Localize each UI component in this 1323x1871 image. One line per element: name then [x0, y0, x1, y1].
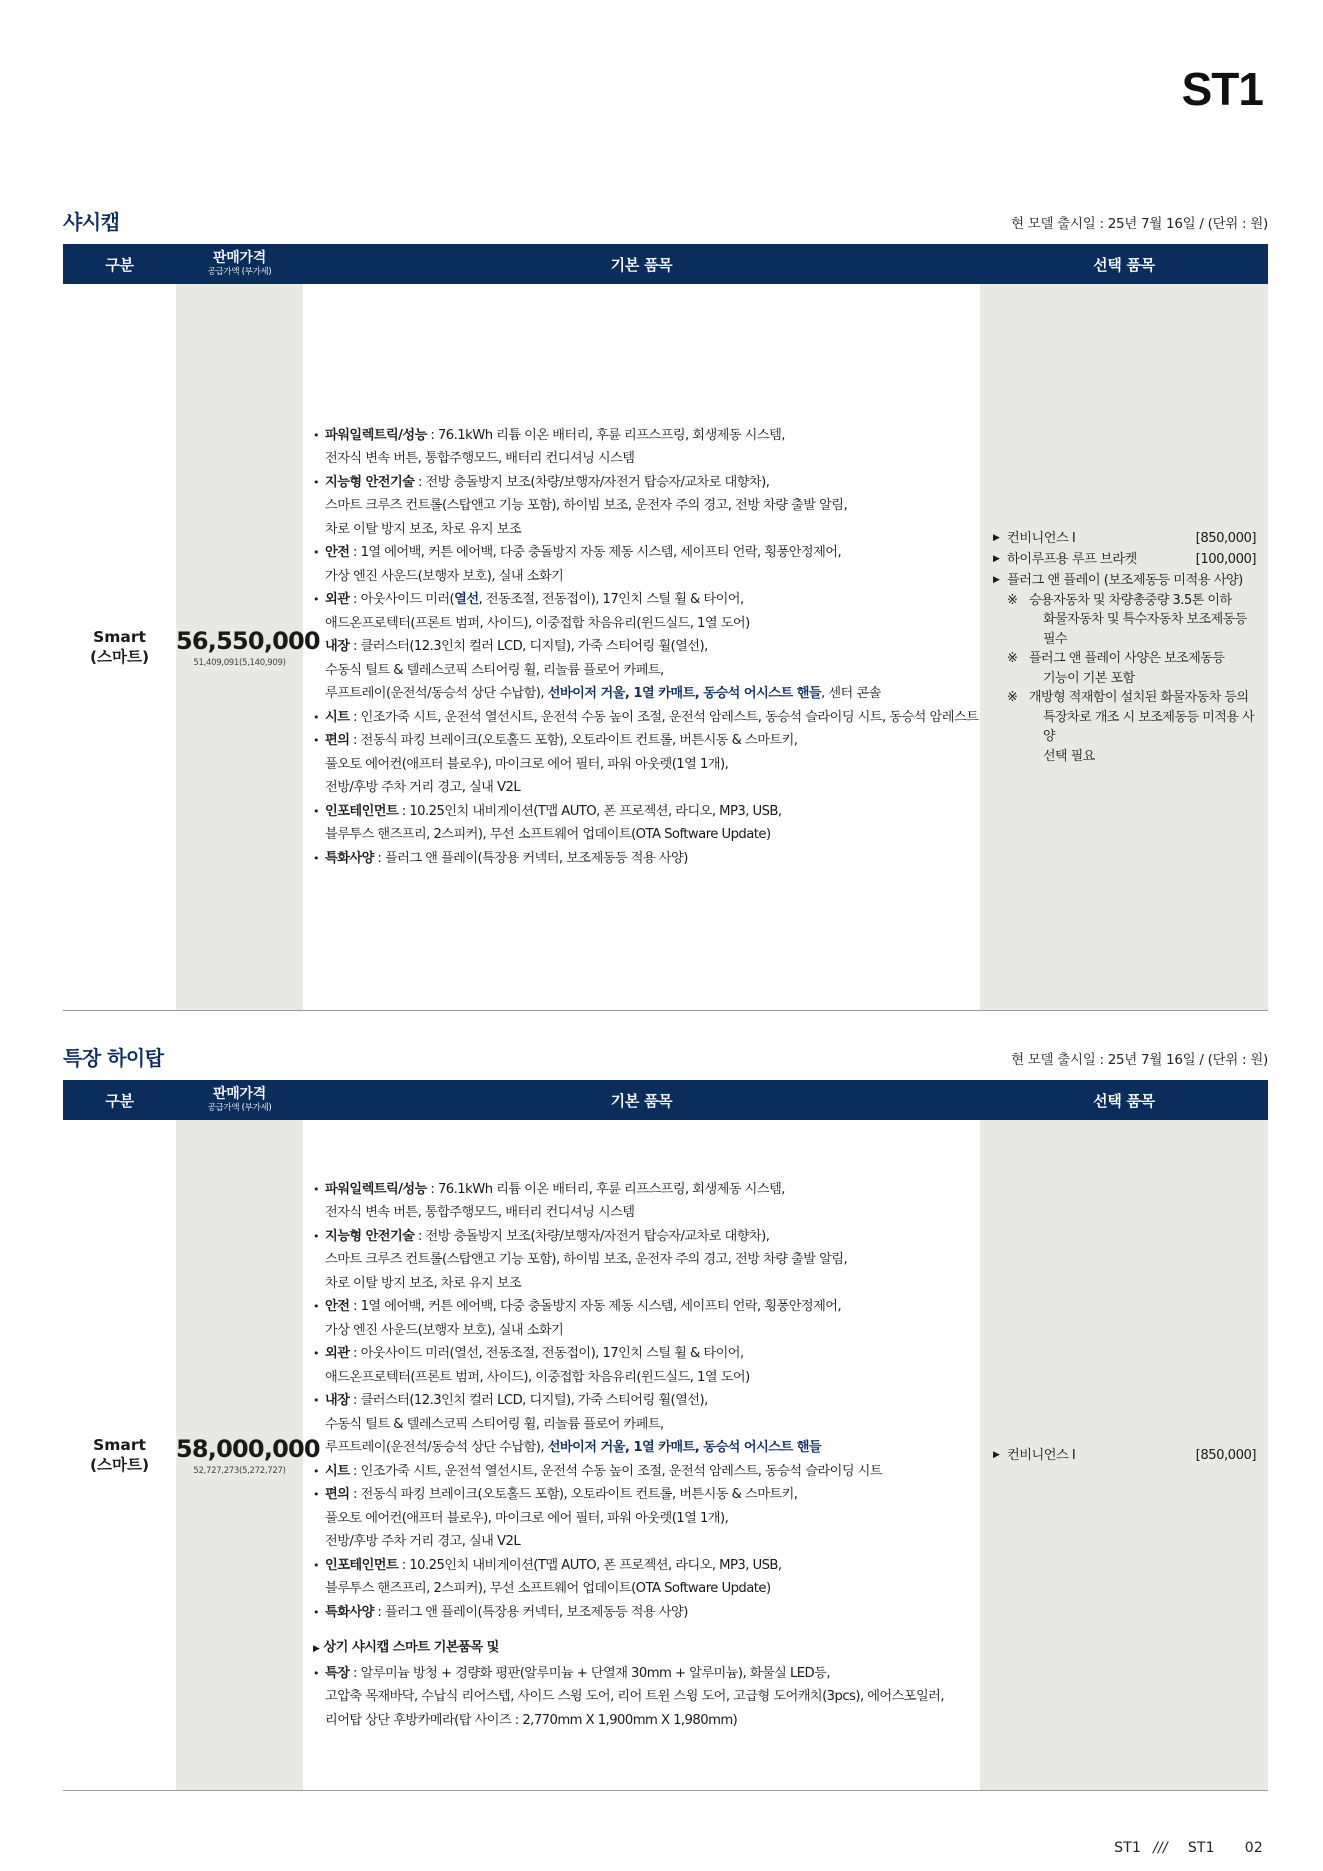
divider	[63, 1790, 1268, 1791]
list-item	[311, 1342, 980, 1389]
item-text: 가상 엔진 사운드(보행자 보호), 실내 소화기	[325, 1322, 564, 1338]
trim-cell	[63, 284, 176, 1010]
list-item	[311, 1389, 980, 1460]
note-text: 승용자동차 및 차량총중량 3.5톤 이하	[1029, 592, 1232, 608]
extra-items-list	[311, 1662, 980, 1733]
supply-price: 51,409,091(5,140,909)	[193, 657, 286, 668]
option-note	[993, 591, 1256, 611]
section-chassis-cab	[63, 200, 1268, 1011]
price-amount: 56,550,000	[176, 626, 320, 655]
item-text: 고압축 목재바닥, 수납식 리어스텝, 사이드 스윙 도어, 리어 트윈 스윙 도어, 고급형 도어캐치(3pcs), 에어스포일러,	[325, 1689, 945, 1705]
header-price-sub: 공급가액 (부가세)	[207, 266, 272, 277]
item-label: 파워일렉트릭/성능	[325, 427, 427, 443]
triangle-bullet-icon: ▶	[993, 532, 1000, 543]
option-item	[993, 570, 1256, 591]
item-label: 외관	[325, 1346, 350, 1362]
option-price: [850,000]	[1195, 1447, 1256, 1463]
option-price: [850,000]	[1195, 530, 1256, 546]
option-note	[993, 649, 1256, 669]
extra-heading	[311, 1636, 980, 1662]
item-text: 스마트 크루즈 컨트롤(스탑앤고 기능 포함), 하이빔 보조, 운전자 주의 경고, 전방 차량 출발 알림,	[325, 498, 848, 514]
item-text: 수동식 틸트 & 텔레스코픽 스티어링 휠, 리놀륨 플로어 카페트,	[325, 662, 664, 678]
item-label: 안전	[325, 545, 350, 561]
page-number: 02	[1244, 1840, 1263, 1856]
options-cell	[980, 284, 1268, 1010]
item-label: 안전	[325, 1299, 350, 1315]
option-note	[993, 708, 1256, 747]
triangle-bullet-icon: ▶	[313, 1644, 320, 1655]
reference-mark-icon: ※	[1007, 651, 1018, 667]
reference-mark-icon: ※	[1007, 592, 1018, 608]
footer-model: ST1	[1114, 1840, 1142, 1856]
header-price	[176, 1080, 303, 1120]
section-header	[63, 200, 1268, 244]
item-label: 특화사양	[325, 1604, 374, 1620]
item-text: : 전방 충돌방지 보조(차량/보행자/자전거 탑승자/교차로 대향차),	[414, 1228, 770, 1244]
note-text: 선택 필요	[1043, 748, 1095, 764]
item-text: : 플러그 앤 플레이(특장용 커넥터, 보조제동등 적용 사양)	[373, 1604, 688, 1620]
item-label: 외관	[325, 592, 350, 608]
item-text: 풀오토 에어컨(애프터 블로우), 마이크로 에어 필터, 파워 아웃렛(1열 1개),	[325, 756, 729, 772]
item-label: 내장	[325, 1393, 350, 1409]
item-text: : 플러그 앤 플레이(특장용 커넥터, 보조제동등 적용 사양)	[373, 850, 688, 866]
option-note	[993, 688, 1256, 708]
list-item	[311, 1554, 980, 1601]
note-text: 플러그 앤 플레이 사양은 보조제동등	[1029, 651, 1225, 667]
price-table	[63, 244, 1268, 1010]
option-price: [100,000]	[1195, 551, 1256, 567]
divider	[63, 1010, 1268, 1011]
header-trim: 구분	[63, 1080, 176, 1120]
item-text: : 인조가죽 시트, 운전석 열선시트, 운전석 수동 높이 조절, 운전석 암레스트, 동승석 슬라이딩 시트	[349, 1463, 883, 1479]
list-item	[311, 471, 980, 542]
trim-name: Smart	[93, 627, 146, 646]
item-text: : 클러스터(12.3인치 컬러 LCD, 디지털), 가죽 스티어링 휠(열선),	[349, 639, 708, 655]
standard-items-list	[311, 424, 980, 871]
item-text: : 76.1kWh 리튬 이온 배터리, 후륜 리프스프링, 회생제동 시스템,	[426, 1181, 785, 1197]
item-text: : 10.25인치 내비게이션(T맵 AUTO, 폰 프로젝션, 라디오, MP3, USB,	[398, 1557, 782, 1573]
item-text: 루프트레이(운전석/동승석 상단 수납함),	[325, 686, 548, 702]
option-item	[993, 549, 1256, 570]
item-text: 가상 엔진 사운드(보행자 보호), 실내 소화기	[325, 568, 564, 584]
item-text: 블루투스 핸즈프리, 2스피커), 무선 소프트웨어 업데이트(OTA Software Update)	[325, 1581, 771, 1597]
supply-price: 52,727,273(5,272,727)	[193, 1465, 286, 1476]
item-highlight: 선바이저 거울, 1열 카매트, 동승석 어시스트 핸들	[547, 1440, 822, 1456]
item-label: 특장	[325, 1665, 350, 1681]
item-label: 파워일렉트릭/성능	[325, 1181, 427, 1197]
trim-name: Smart	[93, 1435, 146, 1454]
header-price-main: 판매가격	[213, 1086, 266, 1103]
item-text: : 전동식 파킹 브레이크(오토홀드 포함), 오토라이트 컨트롤, 버튼시동 & 스마트키,	[349, 1487, 798, 1503]
item-text: : 인조가죽 시트, 운전석 열선시트, 운전석 수동 높이 조절, 운전석 암레스트, 동승석 슬라이딩 시트, 동승석 암레스트	[349, 709, 979, 725]
option-name: 컨비니언스 Ⅰ	[1007, 530, 1076, 546]
list-item	[311, 1178, 980, 1225]
list-item	[311, 1225, 980, 1296]
section-title: 샤시캡	[63, 210, 120, 234]
item-text: 리어탑 상단 후방카메라(탑 사이즈 : 2,770mm X 1,900mm X 1,980mm)	[325, 1712, 738, 1728]
header-standard: 기본 품목	[303, 244, 980, 284]
options-cell	[980, 1120, 1268, 1790]
item-label: 지능형 안전기술	[325, 1228, 415, 1244]
item-text: 풀오토 에어컨(애프터 블로우), 마이크로 에어 필터, 파워 아웃렛(1열 1개),	[325, 1510, 729, 1526]
list-item	[311, 1601, 980, 1625]
item-text: 블루투스 핸즈프리, 2스피커), 무선 소프트웨어 업데이트(OTA Software Update)	[325, 827, 771, 843]
price-cell	[176, 284, 320, 1010]
list-item	[311, 541, 980, 588]
item-highlight: 열선	[454, 592, 479, 608]
header-price-sub: 공급가액 (부가세)	[207, 1102, 272, 1113]
header-price-main: 판매가격	[213, 250, 266, 267]
standard-items-cell	[303, 1120, 980, 1790]
item-text: 차로 이탈 방지 보조, 차로 유지 보조	[325, 1275, 522, 1291]
item-text: , 전동조절, 전동접이), 17인치 스틸 휠 & 타이어,	[478, 592, 744, 608]
brand-logo: ST1	[1181, 63, 1263, 115]
trim-name-ko: (스마트)	[89, 648, 150, 666]
section-special-hightop	[63, 1036, 1268, 1791]
section-title: 특장 하이탑	[63, 1046, 164, 1070]
reference-mark-icon: ※	[1007, 690, 1018, 706]
trim-cell	[63, 1120, 176, 1790]
item-label: 편의	[325, 733, 350, 749]
item-label: 시트	[325, 1463, 350, 1479]
release-info: 현 모델 출시일 : 25년 7월 16일 / (단위 : 원)	[1011, 1052, 1268, 1068]
option-item	[993, 528, 1256, 549]
item-label: 인포테인먼트	[325, 803, 399, 819]
list-item	[311, 1662, 980, 1733]
item-label: 특화사양	[325, 850, 374, 866]
list-item	[311, 800, 980, 847]
triangle-bullet-icon: ▶	[993, 553, 1000, 564]
item-text: 전자식 변속 버튼, 통합주행모드, 배터리 컨디셔닝 시스템	[325, 1205, 635, 1221]
item-label: 시트	[325, 709, 350, 725]
list-item	[311, 588, 980, 635]
item-text: : 클러스터(12.3인치 컬러 LCD, 디지털), 가죽 스티어링 휠(열선),	[349, 1393, 708, 1409]
footer-separator: ///	[1153, 1840, 1168, 1856]
list-item	[311, 1483, 980, 1554]
page-footer	[1106, 1840, 1263, 1856]
item-text: 차로 이탈 방지 보조, 차로 유지 보조	[325, 521, 522, 537]
note-text: 특장차로 개조 시 보조제동등 미적용 사양	[1043, 709, 1255, 745]
list-item	[311, 1295, 980, 1342]
item-highlight: 선바이저 거울, 1열 카매트, 동승석 어시스트 핸들	[547, 686, 822, 702]
list-item	[311, 847, 980, 871]
extra-heading-text: 상기 샤시캡 스마트 기본품목 및	[323, 1640, 499, 1656]
price-table	[63, 1080, 1268, 1790]
list-item	[311, 635, 980, 706]
release-info: 현 모델 출시일 : 25년 7월 16일 / (단위 : 원)	[1011, 216, 1268, 232]
item-text: 전방/후방 주차 거리 경고, 실내 V2L	[325, 1534, 521, 1550]
price-amount: 58,000,000	[176, 1434, 320, 1463]
option-note	[993, 669, 1256, 689]
table-row	[63, 284, 1268, 1010]
table-row	[63, 1120, 1268, 1790]
option-note	[993, 610, 1256, 649]
triangle-bullet-icon: ▶	[993, 1449, 1000, 1460]
item-text: 전자식 변속 버튼, 통합주행모드, 배터리 컨디셔닝 시스템	[325, 451, 635, 467]
item-text: : 알루미늄 방청 + 경량화 평판(알루미늄 + 단열재 30mm + 알루미늄), 화물실 LED등,	[349, 1665, 830, 1681]
item-text: : 전동식 파킹 브레이크(오토홀드 포함), 오토라이트 컨트롤, 버튼시동 & 스마트키,	[349, 733, 798, 749]
option-note	[993, 747, 1256, 767]
item-label: 지능형 안전기술	[325, 474, 415, 490]
price-cell	[176, 1120, 320, 1790]
item-text: 루프트레이(운전석/동승석 상단 수납함),	[325, 1440, 548, 1456]
header-price	[176, 244, 303, 284]
note-text: 개방형 적재함이 설치된 화물자동차 등의	[1029, 690, 1249, 706]
option-name: 하이루프용 루프 브라켓	[1007, 551, 1137, 567]
header-standard: 기본 품목	[303, 1080, 980, 1120]
item-text: : 10.25인치 내비게이션(T맵 AUTO, 폰 프로젝션, 라디오, MP3, USB,	[398, 803, 782, 819]
item-text: 수동식 틸트 & 텔레스코픽 스티어링 휠, 리놀륨 플로어 카페트,	[325, 1416, 664, 1432]
note-text: 기능이 기본 포함	[1043, 670, 1135, 686]
note-text: 화물자동차 및 특수자동차 보조제동등 필수	[1043, 612, 1247, 647]
option-name: 플러그 앤 플레이 (보조제동등 미적용 사양)	[1007, 572, 1243, 588]
list-item	[311, 729, 980, 800]
trim-name-ko: (스마트)	[89, 1456, 150, 1474]
item-text: : 전방 충돌방지 보조(차량/보행자/자전거 탑승자/교차로 대향차),	[414, 474, 770, 490]
option-item	[993, 1445, 1256, 1466]
item-text: : 1열 에어백, 커튼 에어백, 다중 충돌방지 자동 제동 시스템, 세이프티 언락, 횡풍안정제어,	[349, 545, 842, 561]
item-text: 전방/후방 주차 거리 경고, 실내 V2L	[325, 780, 521, 796]
table-header-row	[63, 1080, 1268, 1120]
item-text: : 1열 에어백, 커튼 에어백, 다중 충돌방지 자동 제동 시스템, 세이프티 언락, 횡풍안정제어,	[349, 1299, 842, 1315]
footer-model-2: ST1	[1187, 1840, 1215, 1856]
list-item	[311, 424, 980, 471]
section-header	[63, 1036, 1268, 1080]
item-text: , 센터 콘솔	[821, 686, 881, 702]
option-name: 컨비니언스 Ⅰ	[1007, 1447, 1076, 1463]
item-label: 내장	[325, 639, 350, 655]
item-text: : 아웃사이드 미러(열선, 전동조절, 전동접이), 17인치 스틸 휠 & 타이어,	[349, 1346, 744, 1362]
header-options: 선택 품목	[980, 1080, 1268, 1120]
list-item	[311, 706, 980, 730]
header-trim: 구분	[63, 244, 176, 284]
item-text: : 76.1kWh 리튬 이온 배터리, 후륜 리프스프링, 회생제동 시스템,	[426, 427, 785, 443]
item-text: : 아웃사이드 미러(	[349, 592, 455, 608]
triangle-bullet-icon: ▶	[993, 574, 1000, 585]
standard-items-list	[311, 1178, 980, 1625]
item-text: 애드온프로텍터(프론트 범퍼, 사이드), 이중접합 차음유리(윈드실드, 1열 도어)	[325, 615, 750, 631]
item-label: 인포테인먼트	[325, 1557, 399, 1573]
item-label: 편의	[325, 1487, 350, 1503]
header-options: 선택 품목	[980, 244, 1268, 284]
list-item	[311, 1460, 980, 1484]
item-text: 애드온프로텍터(프론트 범퍼, 사이드), 이중접합 차음유리(윈드실드, 1열 도어)	[325, 1369, 750, 1385]
standard-items-cell	[303, 284, 980, 1010]
item-text: 스마트 크루즈 컨트롤(스탑앤고 기능 포함), 하이빔 보조, 운전자 주의 경고, 전방 차량 출발 알림,	[325, 1252, 848, 1268]
table-header-row	[63, 244, 1268, 284]
